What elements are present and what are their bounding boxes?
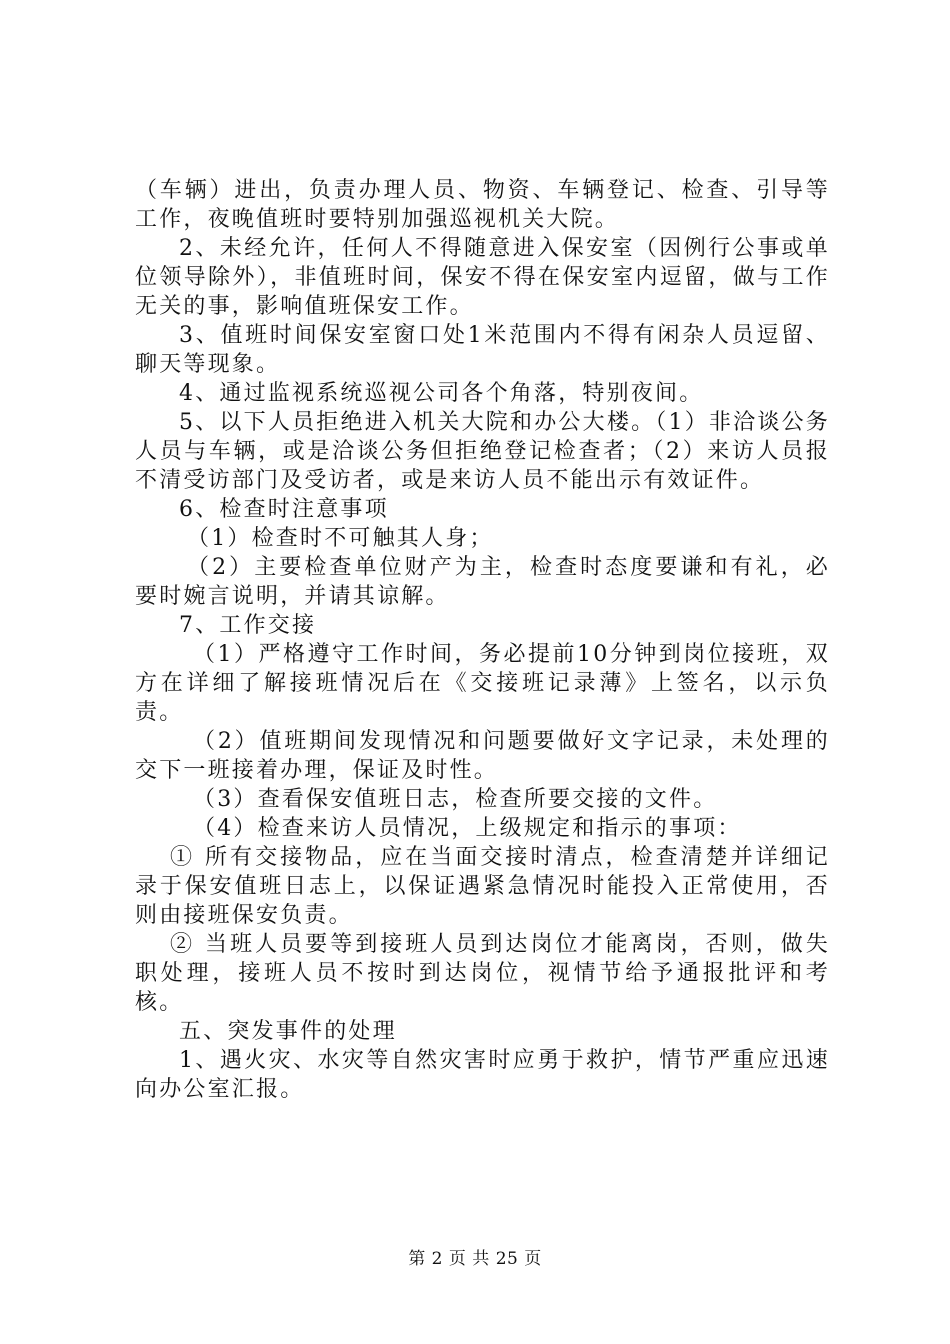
paragraph-vehicle-entry: （车辆）进出，负责办理人员、物资、车辆登记、检查、引导等工作，夜晚值班时要特别加强巡视机关大院。 <box>135 178 830 232</box>
page-number-footer: 第 2 页 共 25 页 <box>408 1249 542 1269</box>
paragraph-rule-4: 4、通过监视系统巡视公司各个角落，特别夜间。 <box>179 381 704 406</box>
paragraph-rule-6-2: （2）主要检查单位财产为主，检查时态度要谦和有礼，必要时婉言说明，并请其谅解。 <box>135 555 830 609</box>
paragraph-rule-5: 5、以下人员拒绝进入机关大院和办公大楼。（1）非洽谈公务人员与车辆，或是洽谈公务但拒绝登记检查者；（2）来访人员报不清受访部门及受访者，或是来访人员不能出示有效证件。 <box>135 410 830 493</box>
paragraph-section-5-1: 1、遇火灾、水灾等自然灾害时应勇于救护，情节严重应迅速向办公室汇报。 <box>135 1048 830 1102</box>
paragraph-rule-7-1: （1）严格遵守工作时间，务必提前10分钟到岗位接班，双方在详细了解接班情况后在《交接班记录薄》上签名，以示负责。 <box>135 642 830 725</box>
paragraph-rule-7-3: （3）查看保安值班日志，检查所要交接的文件。 <box>193 787 718 812</box>
heading-rule-6: 6、检查时注意事项 <box>179 497 389 522</box>
paragraph-circled-2: ② 当班人员要等到接班人员到达岗位才能离岗，否则，做失职处理，接班人员不按时到达岗位，视情节给予通报批评和考核。 <box>135 932 830 1015</box>
paragraph-rule-6-1: （1）检查时不可触其人身； <box>187 526 494 551</box>
paragraph-circled-1: ① 所有交接物品，应在当面交接时清点，检查清楚并详细记录于保安值班日志上，以保证遇紧急情况时能投入正常使用，否则由接班保安负责。 <box>135 845 830 928</box>
heading-section-5: 五、突发事件的处理 <box>179 1019 397 1044</box>
heading-rule-7: 7、工作交接 <box>179 613 317 638</box>
document-body <box>135 176 830 1104</box>
paragraph-rule-3: 3、值班时间保安室窗口处1米范围内不得有闲杂人员逗留、聊天等现象。 <box>135 323 830 377</box>
paragraph-rule-2: 2、未经允许，任何人不得随意进入保安室（因例行公事或单位领导除外），非值班时间，保安不得在保安室内逗留，做与工作无关的事，影响值班保安工作。 <box>135 236 830 319</box>
paragraph-rule-7-2: （2）值班期间发现情况和问题要做好文字记录，未处理的交下一班接着办理，保证及时性。 <box>135 729 830 783</box>
paragraph-rule-7-4: （4）检查来访人员情况，上级规定和指示的事项： <box>193 816 742 841</box>
